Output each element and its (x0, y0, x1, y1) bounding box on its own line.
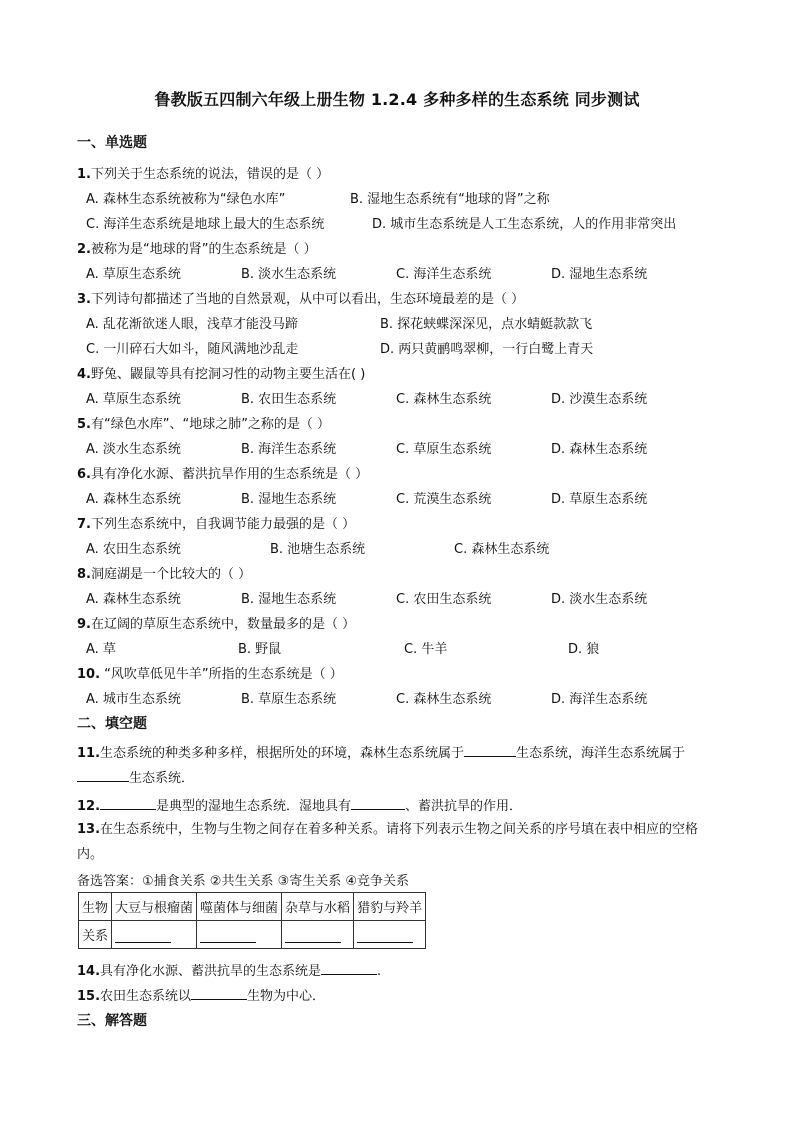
answer-cell[interactable] (112, 921, 197, 949)
question-2-options (86, 263, 726, 281)
answer-choices: 备选答案：①捕食关系 ②共生关系 ③寄生关系 ④竞争关系 (77, 874, 410, 889)
option-b[interactable]: B. 海洋生态系统 (241, 442, 337, 457)
question-3: 3.下列诗句都描述了当地的自然景观，从中可以看出，生态环境最差的是（ ） (77, 292, 525, 307)
option-b[interactable]: B. 湿地生态系统有“地球的肾”之称 (350, 192, 550, 207)
answer-blank[interactable] (464, 744, 516, 757)
question-4: 4.野兔、鼹鼠等具有挖洞习性的动物主要生活在( ) (77, 367, 366, 382)
option-c[interactable]: C. 牛羊 (404, 642, 448, 657)
option-c[interactable]: C. 草原生态系统 (396, 442, 492, 457)
question-6: 6.具有净化水源、蓄洪抗旱作用的生态系统是（ ） (77, 467, 369, 482)
option-b[interactable]: B. 湿地生态系统 (241, 492, 337, 507)
option-a[interactable]: A. 城市生态系统 (86, 692, 181, 707)
option-c[interactable]: C. 森林生态系统 (454, 542, 550, 557)
question-2: 2.被称为是“地球的肾”的生态系统是（ ） (77, 242, 317, 257)
option-a[interactable]: A. 草 (86, 642, 116, 657)
relationship-table (78, 892, 426, 949)
table-cell: 杂草与水稻 (282, 893, 354, 921)
option-a[interactable]: A. 草原生态系统 (86, 267, 181, 282)
question-14: 14.具有净化水源、蓄洪抗旱的生态系统是 . (77, 964, 382, 979)
question-9: 9.在辽阔的草原生态系统中，数量最多的是（ ） (77, 617, 356, 632)
answer-blank[interactable] (191, 987, 247, 1000)
question-8: 8.洞庭湖是一个比较大的（ ） (77, 567, 252, 582)
option-b[interactable]: B. 农田生态系统 (241, 392, 337, 407)
question-3-options-row2 (86, 338, 726, 356)
option-d[interactable]: D. 草原生态系统 (551, 492, 648, 507)
option-c[interactable]: C. 海洋生态系统 (396, 267, 492, 282)
option-c[interactable]: C. 荒漠生态系统 (396, 492, 492, 507)
question-10-options (86, 688, 726, 706)
answer-blank[interactable] (77, 769, 129, 782)
option-d[interactable]: D. 狼 (568, 642, 600, 657)
question-8-options (86, 588, 726, 606)
question-9-options (86, 638, 726, 656)
answer-cell[interactable] (282, 921, 354, 949)
question-15: 15.农田生态系统以 生物为中心． (77, 989, 326, 1004)
section-heading-single-choice: 一、单选题 (77, 135, 147, 151)
question-7-options (86, 538, 726, 556)
question-4-options (86, 388, 726, 406)
question-11: 11.生态系统的种类多种多样，根据所处的环境，森林生态系统属于 生态系统，海洋生态系统属于 生态系统． (77, 746, 686, 786)
option-b[interactable]: B. 探花蛱蝶深深见，点水蜻蜓款款飞 (380, 317, 593, 332)
option-a[interactable]: A. 乱花渐欲迷人眼，浅草才能没马蹄 (86, 317, 298, 332)
question-1-options-row2 (86, 213, 726, 231)
answer-cell[interactable] (197, 921, 282, 949)
option-b[interactable]: B. 淡水生态系统 (241, 267, 337, 282)
option-a[interactable]: A. 淡水生态系统 (86, 442, 181, 457)
option-a[interactable]: A. 森林生态系统 (86, 492, 181, 507)
option-d[interactable]: D. 森林生态系统 (551, 442, 648, 457)
option-b[interactable]: B. 野鼠 (238, 642, 282, 657)
section-heading-fill-in: 二、填空题 (77, 716, 147, 732)
option-c[interactable]: C. 森林生态系统 (396, 692, 492, 707)
question-5-options (86, 438, 726, 456)
option-a[interactable]: A. 草原生态系统 (86, 392, 181, 407)
option-c[interactable]: C. 农田生态系统 (396, 592, 492, 607)
option-d[interactable]: D. 淡水生态系统 (551, 592, 648, 607)
answer-cell[interactable] (354, 921, 426, 949)
answer-blank[interactable] (351, 797, 405, 810)
option-c[interactable]: C. 海洋生态系统是地球上最大的生态系统 (86, 217, 325, 232)
table-cell: 大豆与根瘤菌 (112, 893, 197, 921)
option-d[interactable]: D. 沙漠生态系统 (551, 392, 648, 407)
question-1-options-row1 (86, 188, 726, 206)
question-3-options-row1 (86, 313, 726, 331)
answer-blank[interactable] (321, 962, 377, 975)
table-row (79, 921, 426, 949)
option-b[interactable]: B. 草原生态系统 (241, 692, 337, 707)
table-row (79, 893, 426, 921)
page-title: 鲁教版五四制六年级上册生物 1.2.4 多种多样的生态系统 同步测试 (154, 90, 640, 109)
option-c[interactable]: C. 一川碎石大如斗，随风满地沙乱走 (86, 342, 299, 357)
question-5: 5.有“绿色水库”、“地球之肺”之称的是（ ） (77, 417, 331, 432)
table-header-cell: 关系 (79, 921, 112, 949)
section-heading-answer: 三、解答题 (77, 1013, 147, 1029)
question-10: 10. “风吹草低见牛羊”所指的生态系统是（ ） (77, 667, 343, 682)
table-cell: 噬菌体与细菌 (197, 893, 282, 921)
option-d[interactable]: D. 海洋生态系统 (551, 692, 648, 707)
option-d[interactable]: D. 两只黄鹂鸣翠柳，一行白鹭上青天 (380, 342, 594, 357)
question-6-options (86, 488, 726, 506)
table-header-cell: 生物 (79, 893, 112, 921)
option-b[interactable]: B. 湿地生态系统 (241, 592, 337, 607)
option-c[interactable]: C. 森林生态系统 (396, 392, 492, 407)
option-a[interactable]: A. 森林生态系统 (86, 592, 181, 607)
option-a[interactable]: A. 森林生态系统被称为“绿色水库” (86, 192, 286, 207)
option-a[interactable]: A. 农田生态系统 (86, 542, 181, 557)
option-b[interactable]: B. 池塘生态系统 (270, 542, 366, 557)
question-13: 13.在生态系统中，生物与生物之间存在着多种关系。请将下列表示生物之间关系的序号填在表中相应的空格内。 (77, 822, 699, 862)
question-7: 7.下列生态系统中，自我调节能力最强的是（ ） (77, 517, 356, 532)
option-d[interactable]: D. 湿地生态系统 (551, 267, 648, 282)
question-1: 1.下列关于生态系统的说法，错误的是（ ） (77, 167, 330, 182)
answer-blank[interactable] (100, 797, 156, 810)
option-d[interactable]: D. 城市生态系统是人工生态系统，人的作用非常突出 (372, 217, 677, 232)
table-cell: 猎豹与羚羊 (354, 893, 426, 921)
question-12: 12. 是典型的湿地生态系统．湿地具有 、蓄洪抗旱的作用． (77, 799, 523, 814)
